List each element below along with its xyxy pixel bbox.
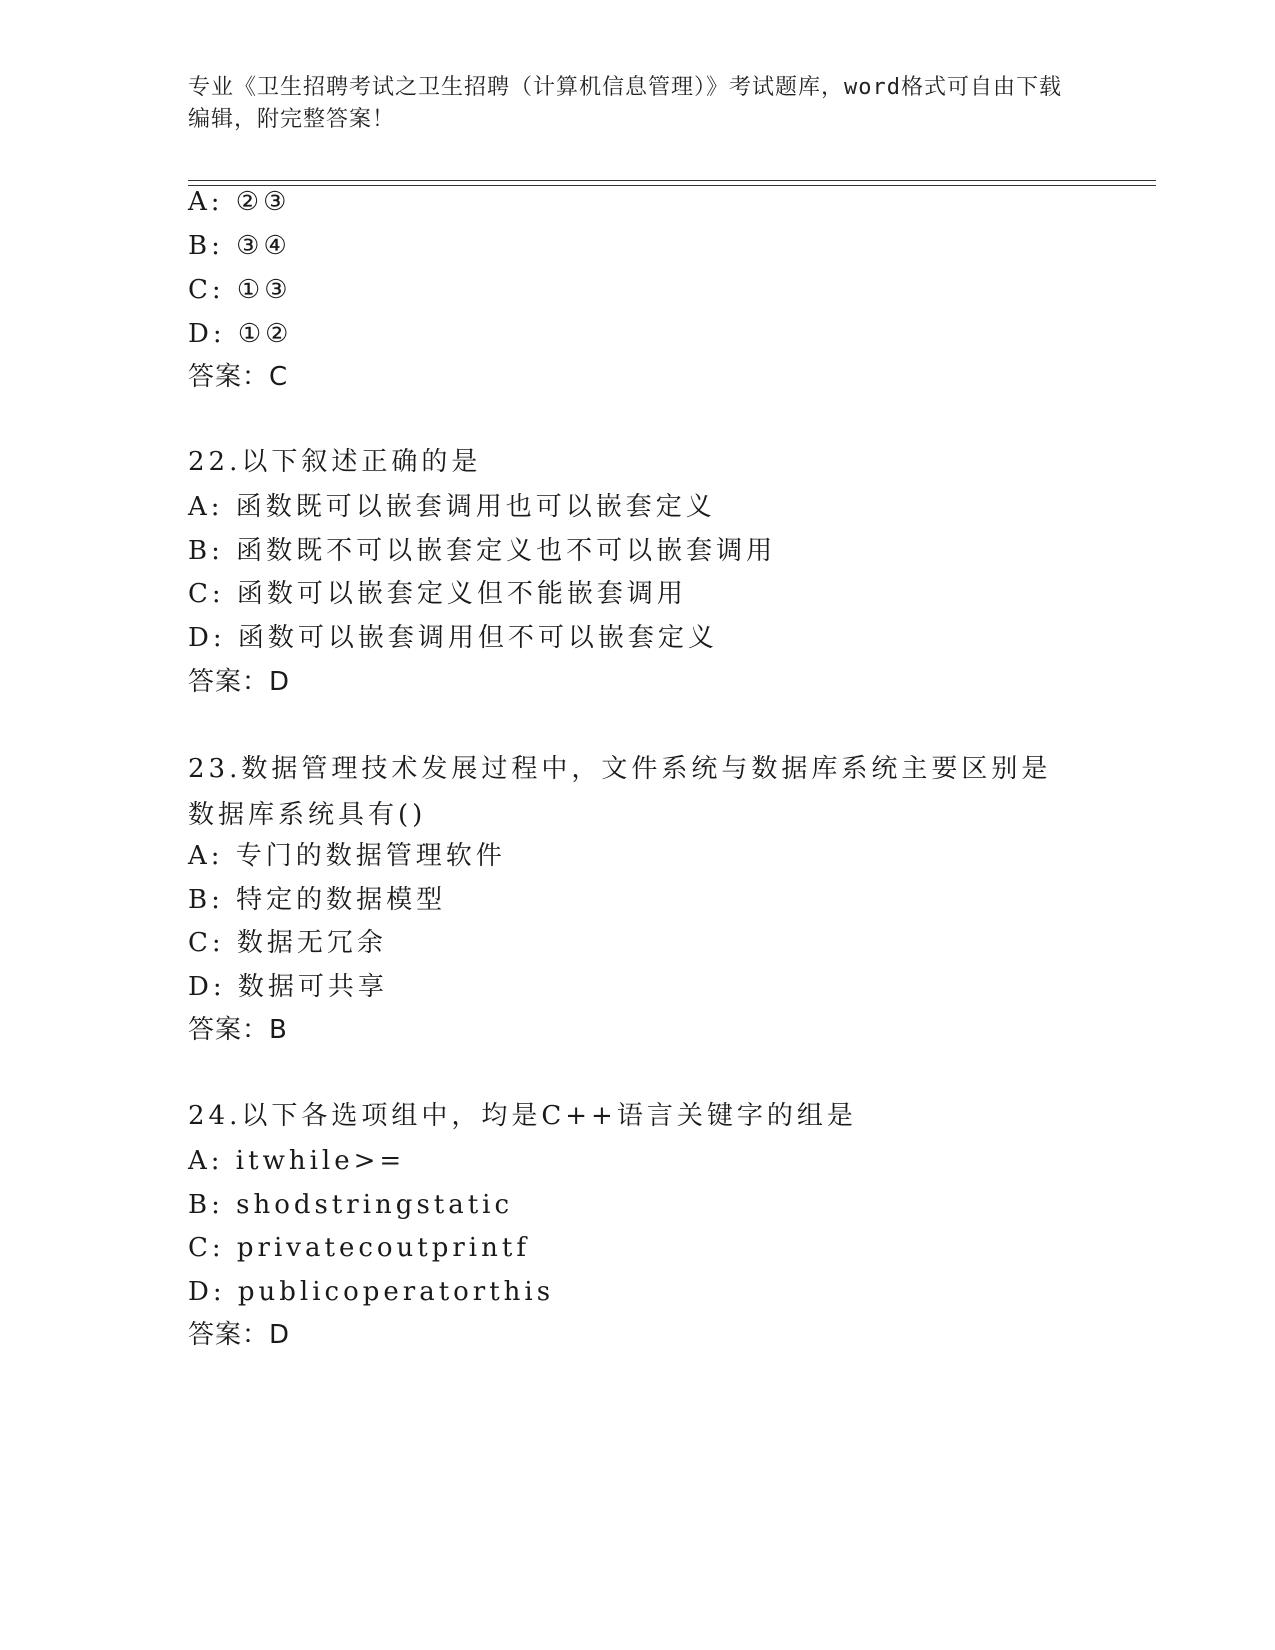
q23-option-a: A: 专门的数据管理软件 [188, 841, 506, 871]
q24-option-a: A: itwhile>= [188, 1146, 406, 1176]
q24-option-d: D: publicoperatorthis [188, 1277, 555, 1307]
q23-option-c: C: 数据无冗余 [188, 928, 387, 958]
q24-option-b: B: shodstringstatic [188, 1190, 514, 1220]
q24-answer: 答案：D [188, 1320, 291, 1350]
q22-question: 22.以下叙述正确的是 [188, 447, 482, 477]
q22-option-d: D: 函数可以嵌套调用但不可以嵌套定义 [188, 623, 718, 653]
q21-option-d: D: ①② [188, 319, 293, 349]
document-header: 专业《卫生招聘考试之卫生招聘（计算机信息管理）》考试题库，word格式可自由下载编辑，附完整答案！ [188, 75, 1062, 132]
q22-option-a: A: 函数既可以嵌套调用也可以嵌套定义 [188, 492, 716, 522]
q21-option-a: A: ②③ [188, 187, 291, 217]
q24-question: 24.以下各选项组中，均是C++语言关键字的组是 [188, 1101, 857, 1131]
q22-option-b: B: 函数既不可以嵌套定义也不可以嵌套调用 [188, 536, 777, 566]
q23-question: 23.数据管理技术发展过程中，文件系统与数据库系统主要区别是数据库系统具有() [188, 754, 1052, 830]
header-divider-top [188, 180, 1156, 181]
header-divider-bottom [188, 185, 1156, 186]
q22-answer: 答案：D [188, 667, 291, 697]
q21-answer: 答案：C [188, 362, 289, 392]
q24-option-c: C: privatecoutprintf [188, 1233, 530, 1263]
q23-answer: 答案：B [188, 1015, 288, 1045]
q22-option-c: C: 函数可以嵌套定义但不能嵌套调用 [188, 579, 687, 609]
q21-option-c: C: ①③ [188, 275, 292, 305]
q23-option-d: D: 数据可共享 [188, 972, 388, 1002]
q21-option-b: B: ③④ [188, 231, 291, 261]
q23-option-b: B: 特定的数据模型 [188, 885, 447, 915]
